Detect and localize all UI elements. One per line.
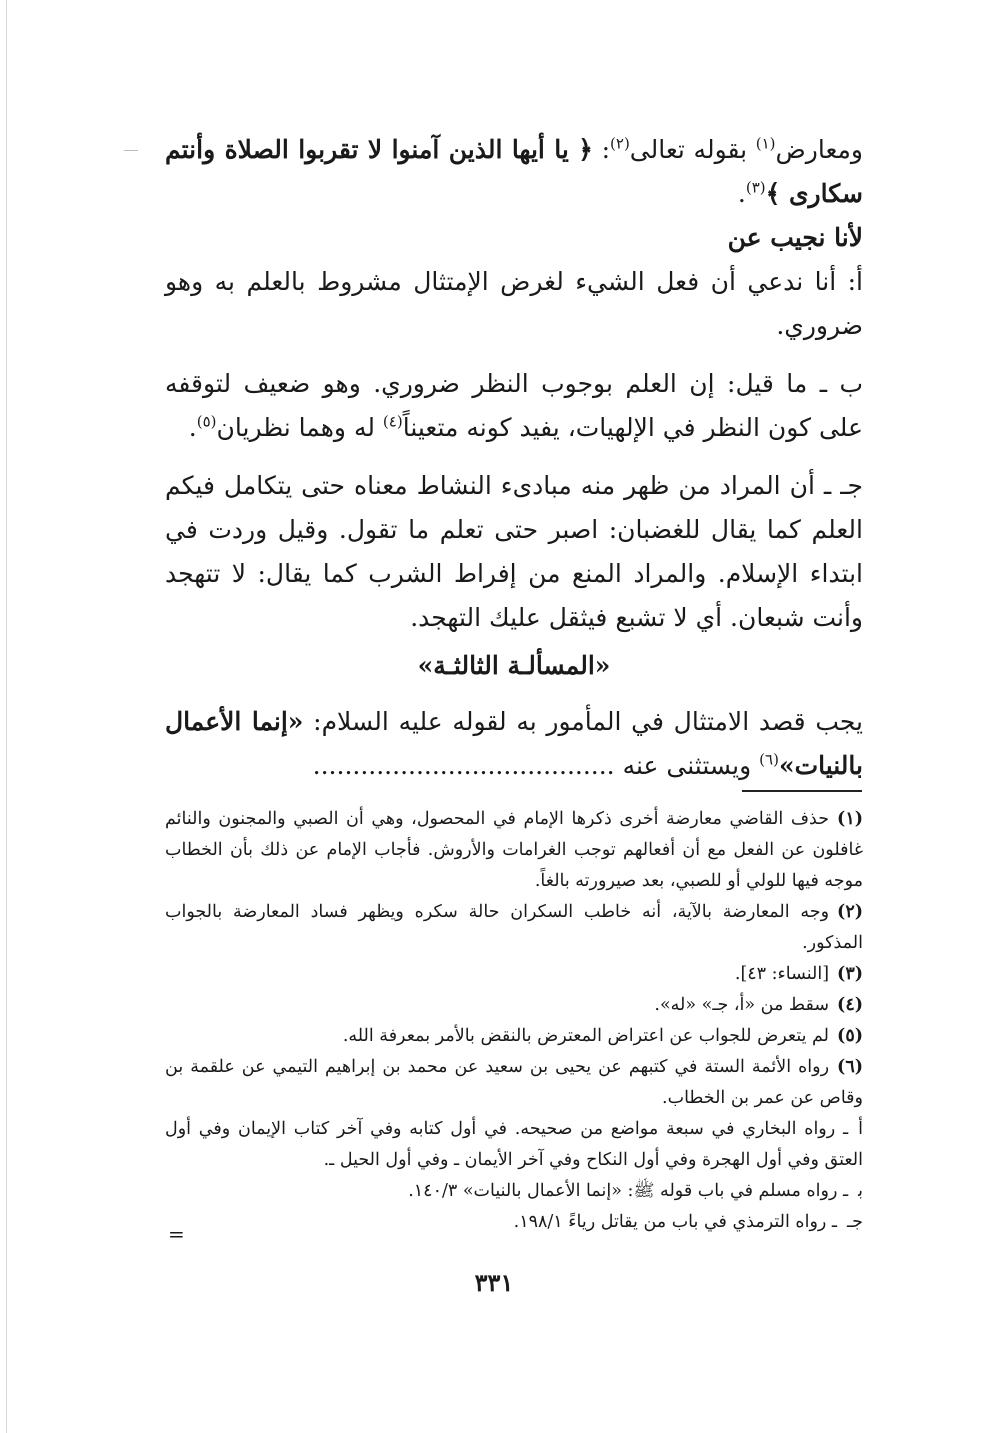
p1-text-a: ومعارض	[775, 135, 863, 164]
p1-end: .	[737, 179, 746, 208]
subnote-a	[165, 1114, 863, 1176]
footnote-text: سقط من «أ، جـ» «له».	[654, 995, 830, 1015]
footnote-ref-3[interactable]: (٣)	[745, 178, 766, 197]
p5-text-a: يجب قصد الامتثال في المأمور به لقوله عليه السلام:	[303, 707, 863, 736]
subnote-text: ـ رواه البخاري في سبعة مواضع من صحيحه. في أول كتابه وفي آخر كتاب الإيمان وفي أول العتق وفي أول الهجرة وفي أول النكاح وفي آخر الأيمان ـ وفي أول الحيل ـ.	[165, 1119, 863, 1170]
footnote-number: (٦)	[837, 1057, 863, 1077]
p3-text-a: ب ـ ما قيل: إن العلم بوجوب النظر ضروري. وهو ضعيف لتوقفه على كون النظر في الإلهيات، يفيد كونه متعيناً	[165, 369, 863, 442]
p5-text-b: ويستثنى عنه	[622, 751, 760, 780]
p1-colon: :	[592, 135, 611, 164]
footnote-number: (٣)	[837, 964, 863, 984]
footnote-ref-4[interactable]: (٤)	[382, 412, 403, 431]
hadith-quote: «إنما الأعمال بالنيات»	[165, 707, 863, 780]
paragraph-5	[165, 700, 863, 788]
scan-edge-line	[6, 0, 7, 1433]
page-number: ٣٣١	[474, 1268, 514, 1297]
section-title: «المسألـة الثالثـة»	[417, 651, 611, 680]
footnote-4	[165, 990, 863, 1021]
main-text	[165, 128, 863, 788]
footnote-ref-2[interactable]: (٢)	[610, 134, 630, 153]
subnote-text: ـ رواه الترمذي في باب من يقاتل رياءً ١٩٨/١.	[513, 1212, 838, 1232]
margin-mark	[124, 150, 138, 151]
footnote-ref-1[interactable]: (١)	[755, 134, 776, 153]
footnote-1	[165, 804, 863, 897]
p3-text-b: له وهما نظريان	[216, 413, 383, 442]
paragraph-4: جـ ـ أن المراد من ظهر منه مبادىء النشاط معناه حتى يتكامل فيكم العلم كما يقال للغضبان: اصبر حتى تعلم ما تقول. وقيل وردت في ابتداء الإسلام. والمراد المنع من إفراط الشرب كما يقال: لا تتهجد وأنت شبعان. أي لا تشبع فيثقل عليك التهجد.	[165, 471, 863, 632]
ellipsis-dots: ......................................	[312, 751, 623, 780]
footnote-2	[165, 897, 863, 959]
footnote-3	[165, 959, 863, 990]
footnote-ref-6[interactable]: (٦)	[759, 750, 779, 769]
p3-end: .	[188, 413, 197, 442]
subnote-text: ـ رواه مسلم في باب قوله ﷺ: «إنما الأعمال بالنيات» ١٤٠/٣.	[408, 1181, 849, 1201]
subnote-label: جـ	[847, 1212, 863, 1232]
subnote-label: ب	[858, 1181, 863, 1201]
footnote-6	[165, 1052, 863, 1114]
footnote-text: رواه الأئمة الستة في كتبهم عن يحيى بن سعيد عن محمد بن إبراهيم التيمي عن علقمة بن وقاص عن عمر بن الخطاب.	[165, 1057, 863, 1108]
paragraph-3	[165, 362, 863, 450]
footnote-number: (٢)	[837, 902, 863, 922]
footnote-number: (١)	[837, 809, 863, 829]
p1-text-b: بقوله تعالى	[629, 135, 756, 164]
footnote-separator	[742, 790, 862, 792]
answer-heading: لأنا نجيب عن	[727, 223, 863, 252]
continuation-mark: =	[168, 1222, 185, 1246]
subnote-c	[165, 1207, 863, 1238]
subnote-label: أ	[858, 1119, 863, 1139]
footnote-text: وجه المعارضة بالآية، أنه خاطب السكران حالة سكره ويظهر فساد المعارضة بالجواب المذكور.	[165, 902, 863, 953]
footnote-text: [النساء: ٤٣].	[734, 964, 830, 984]
footnote-5	[165, 1021, 863, 1052]
paragraph-1	[165, 128, 863, 216]
quran-verse: ﴿ يا أيها الذين آمنوا لا تقربوا الصلاة وأنتم سكارى ﴾	[165, 135, 863, 208]
subnote-b	[165, 1176, 863, 1207]
footnote-text: لم يتعرض للجواب عن اعتراض المعترض بالنقض بالأمر بمعرفة الله.	[342, 1026, 830, 1046]
footnotes	[165, 804, 863, 1238]
footnote-number: (٤)	[837, 995, 863, 1015]
paragraph-2: أ: أنا ندعي أن فعل الشيء لغرض الإمتثال مشروط بالعلم به وهو ضروري.	[165, 267, 863, 340]
footnote-number: (٥)	[837, 1026, 863, 1046]
footnote-text: حذف القاضي معارضة أخرى ذكرها الإمام في المحصول، وهي أن الصبي والمجنون والنائم غافلون عن الفعل مع أن أفعالهم توجب الغرامات والأروش. فأجاب الإمام عن ذلك بأن الخطاب موجه فيها للولي أو للصبي، بعد صيرورته بالغاً.	[165, 809, 863, 891]
footnote-ref-5[interactable]: (٥)	[196, 412, 217, 431]
